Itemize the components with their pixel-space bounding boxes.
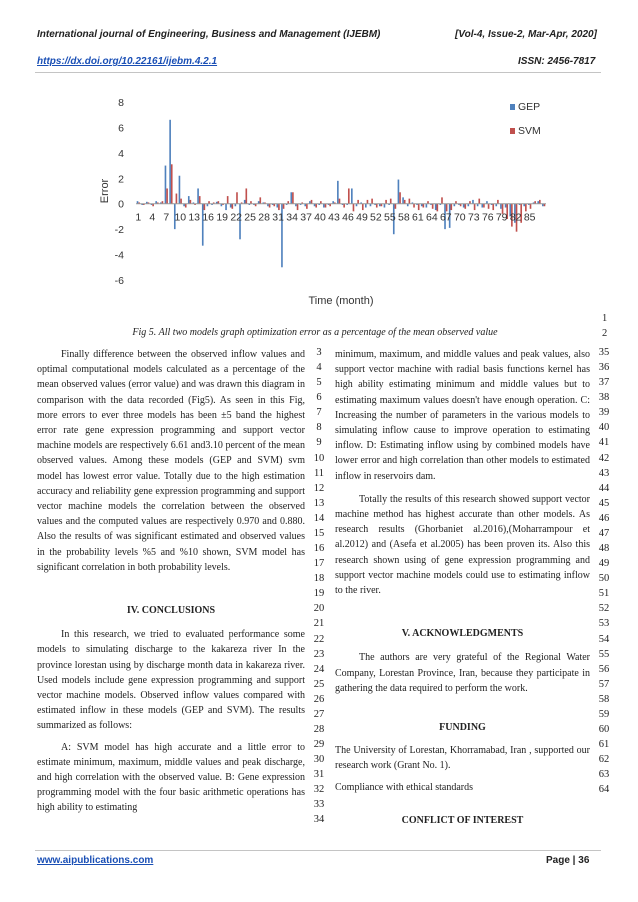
- x-tick-label: 1: [135, 211, 142, 224]
- line-number: 43: [598, 468, 610, 479]
- svm-bar: [171, 164, 173, 203]
- line-number: 13: [313, 498, 325, 509]
- x-tick-label: 76: [481, 211, 494, 224]
- gep-bar: [323, 204, 325, 208]
- x-tick-label: 82: [509, 211, 522, 224]
- summary-paragraph: Totally the results of this research showed support vector machine method has highest accurate than other models. As research results (Ghorbaniet al.2016),(Moharrampour et al.2012) and (Asefa et al.2005) has been proven its. Also this research shown using of gene expression programming and support vector machine models could use to estimating inflow to the river.: [335, 493, 590, 597]
- y-tick-label: -2: [114, 224, 124, 237]
- svm-bar: [311, 200, 313, 204]
- line-number: 53: [598, 618, 610, 629]
- line-number: 48: [598, 543, 610, 554]
- gep-bar: [463, 204, 465, 208]
- gep-legend-label: GEP: [518, 101, 541, 113]
- svm-bar: [404, 200, 406, 204]
- line-number: 6: [316, 392, 322, 403]
- left-column: [37, 347, 305, 816]
- line-number: 5: [316, 377, 322, 388]
- x-tick-label: 25: [244, 211, 256, 224]
- line-number: 1: [602, 313, 608, 324]
- journal-title: International journal of Engineering, Business and Management (IJEBM): [37, 29, 381, 40]
- svm-bar: [190, 200, 192, 204]
- svm-bar: [348, 188, 350, 203]
- results-paragraph: Finally difference between the observed inflow values and optimal computational models calculated as a percentage of the mean observed values (error value) and was drawn this diagram in comparison with the data recorded (Fig5). As seen in this Fig, more errors to ever three models has been ±5 band the highest error rate gene expression programming and support vector machine models are respectively 6.61 and3.10 percent of the mean observed values. Among these models (GEP and SVM) svm model has lowest error value. Totally due to the high estimation accuracy and reliability gene expression programming and support vector machine models the correlation between the observed values and the computed values are respectively 0.970 and 0.880. Also the results of was significant estimated and observed values in the probability levels %5 and %10 shown, SVM model has significant correlation in both probability levels.: [37, 349, 305, 573]
- svm-bar: [357, 200, 359, 204]
- line-number: 8: [316, 422, 322, 433]
- line-number: 62: [598, 754, 610, 765]
- line-number: 52: [598, 603, 610, 614]
- acknowledgments-paragraph: The authors are very grateful of the Regional Water Company, Lorestan Province, Iran, because they participate in gathering the data required to perform the work.: [335, 652, 590, 694]
- svm-bar: [292, 192, 294, 203]
- y-tick-label: 8: [118, 97, 124, 109]
- line-number: 7: [316, 407, 322, 418]
- x-tick-label: 16: [202, 211, 215, 224]
- conclusions-findings: A: SVM model has high accurate and a little error to estimate minimum, maximum, middle values and peak discharge, and high correlation with the observed value. B: Gene expression programming model with the four basic arithmetic operations has high ability to estimating: [37, 741, 305, 814]
- x-tick-label: 49: [356, 211, 368, 224]
- svm-bar: [409, 199, 411, 204]
- svm-bar: [525, 204, 527, 212]
- svm-bar: [376, 204, 378, 208]
- line-number: 63: [598, 769, 610, 780]
- svm-bar: [371, 199, 373, 204]
- right-column: [335, 347, 590, 828]
- line-number: 44: [598, 483, 610, 494]
- svm-bar: [199, 196, 201, 204]
- y-tick-label: 6: [118, 122, 124, 135]
- line-number: 29: [313, 739, 325, 750]
- svm-legend-swatch: [510, 128, 515, 134]
- svm-bar: [180, 199, 182, 204]
- x-tick-label: 46: [342, 211, 354, 224]
- volume-info: [Vol-4, Issue-2, Mar-Apr, 2020]: [455, 29, 597, 40]
- line-number: 42: [598, 453, 610, 464]
- svm-bar: [446, 204, 448, 212]
- section-heading-acknowledgments: V. ACKNOWLEDGMENTS: [401, 628, 524, 640]
- svm-bar: [278, 204, 280, 210]
- x-tick-label: 67: [439, 211, 452, 224]
- line-number: 45: [598, 498, 610, 509]
- page-number: Page | 36: [546, 855, 590, 866]
- x-tick-label: 70: [453, 211, 466, 224]
- x-tick-label: 10: [174, 211, 187, 224]
- line-number: 58: [598, 694, 610, 705]
- line-number: 17: [313, 558, 325, 569]
- svm-bar: [259, 197, 261, 203]
- line-number: 12: [313, 483, 325, 494]
- doi-link[interactable]: https://dx.doi.org/10.22161/ijebm.4.2.1: [37, 56, 218, 67]
- line-number: 27: [313, 709, 325, 720]
- line-number: 37: [598, 377, 610, 388]
- svm-bar: [492, 204, 494, 210]
- line-number: 4: [316, 362, 322, 373]
- line-number: 39: [598, 407, 610, 418]
- website-link[interactable]: www.aipublications.com: [37, 855, 154, 866]
- figure-caption: Fig 5. All two models graph optimization error as a percentage of the mean observed value: [132, 327, 498, 338]
- line-number: 2: [602, 328, 608, 339]
- x-tick-label: 61: [412, 211, 424, 224]
- line-number: 22: [313, 634, 325, 645]
- gep-bar: [481, 204, 483, 208]
- gep-bar: [230, 204, 232, 208]
- line-number: 19: [313, 588, 325, 599]
- svm-bar: [437, 204, 439, 212]
- line-number: 34: [313, 814, 325, 825]
- gep-bar: [500, 204, 502, 209]
- line-number: 18: [313, 573, 325, 584]
- gep-bar: [179, 176, 181, 204]
- svm-bar: [385, 200, 387, 204]
- svm-bar: [418, 204, 420, 210]
- line-number: 32: [313, 784, 325, 795]
- line-number: 35: [598, 347, 610, 358]
- y-axis-label: Error: [99, 178, 111, 204]
- svm-bar: [483, 204, 485, 208]
- line-number: 10: [313, 453, 325, 464]
- svm-bar: [232, 204, 234, 209]
- x-tick-label: 40: [314, 211, 326, 224]
- line-number: 26: [313, 694, 325, 705]
- svm-bar: [245, 188, 247, 203]
- line-number: 61: [598, 739, 610, 750]
- line-number: 23: [313, 649, 325, 660]
- gep-bar: [197, 188, 199, 203]
- x-tick-label: 58: [398, 211, 410, 224]
- line-number: 59: [598, 709, 610, 720]
- gep-bar: [225, 204, 227, 210]
- gep-bar: [402, 197, 404, 203]
- svm-bar: [488, 204, 490, 209]
- svm-bar: [362, 204, 364, 210]
- x-tick-label: 28: [258, 211, 270, 224]
- x-tick-label: 37: [300, 211, 312, 224]
- y-tick-label: -4: [114, 249, 124, 262]
- svm-bar: [539, 200, 541, 204]
- svm-bar: [204, 204, 206, 210]
- line-number: 60: [598, 724, 610, 735]
- svm-bar: [306, 204, 308, 209]
- svm-bar: [432, 204, 434, 209]
- svm-bar: [497, 200, 499, 204]
- line-number: 40: [598, 422, 610, 433]
- svm-bar: [227, 196, 229, 204]
- x-tick-label: 55: [384, 211, 396, 224]
- svm-bar: [236, 192, 238, 203]
- line-number: 46: [598, 513, 610, 524]
- svm-bar: [343, 204, 345, 208]
- svm-bar: [367, 200, 369, 204]
- x-tick-label: 79: [495, 211, 508, 224]
- svm-bar: [176, 194, 178, 204]
- line-number: 51: [598, 588, 610, 599]
- header-divider: [35, 72, 601, 73]
- error-bar-chart: [99, 84, 554, 312]
- gep-bar: [188, 196, 190, 204]
- gep-bar: [169, 120, 171, 204]
- line-number: 64: [598, 784, 610, 795]
- chart-legend: [510, 101, 541, 137]
- y-tick-label: 0: [118, 198, 124, 211]
- line-number: 38: [598, 392, 610, 403]
- line-number: 49: [598, 558, 610, 569]
- gep-bar: [337, 181, 339, 204]
- gep-bar: [505, 204, 507, 208]
- line-number: 55: [598, 649, 610, 660]
- line-number: 25: [313, 679, 325, 690]
- line-number: 20: [313, 603, 325, 614]
- gep-bar: [472, 200, 474, 204]
- y-tick-label: -6: [114, 275, 124, 287]
- gep-bar: [435, 204, 437, 210]
- line-number: 24: [313, 664, 325, 675]
- svm-bar: [450, 204, 452, 210]
- x-axis-label: Time (month): [308, 295, 374, 307]
- line-number: 33: [313, 799, 325, 810]
- line-number: 54: [598, 634, 610, 645]
- x-tick-label: 4: [149, 211, 156, 224]
- svm-bar: [166, 188, 168, 203]
- x-tick-label: 22: [230, 211, 243, 224]
- x-tick-label: 85: [523, 211, 536, 224]
- footer-divider: [35, 850, 601, 851]
- gep-bar: [290, 192, 292, 203]
- section-heading-funding: FUNDING: [439, 722, 486, 734]
- x-tick-label: 64: [426, 211, 438, 224]
- line-number: 11: [313, 468, 325, 479]
- line-number: 41: [598, 437, 610, 448]
- gep-bar: [351, 188, 353, 203]
- svm-bar: [423, 204, 425, 208]
- line-number: 16: [313, 543, 325, 554]
- line-number: 36: [598, 362, 610, 373]
- svm-bar: [339, 199, 341, 204]
- line-number: 14: [313, 513, 325, 524]
- line-number: 3: [316, 347, 322, 358]
- svm-bar: [390, 199, 392, 204]
- line-number: 57: [598, 679, 610, 690]
- svm-bar: [413, 204, 415, 208]
- compliance-line: Compliance with ethical standards: [335, 781, 474, 793]
- line-number: 47: [598, 528, 610, 539]
- svm-bar: [185, 204, 187, 208]
- svm-bar: [325, 204, 327, 208]
- y-tick-label: 4: [118, 147, 124, 160]
- figure-5-chart: [99, 84, 554, 312]
- line-number: 30: [313, 754, 325, 765]
- svm-bar: [269, 204, 271, 208]
- svm-bar: [474, 204, 476, 210]
- gep-bar: [276, 204, 278, 208]
- svm-bar: [464, 204, 466, 209]
- x-tick-label: 34: [286, 211, 298, 224]
- svm-bar: [478, 199, 480, 204]
- x-tick-label: 73: [467, 211, 480, 224]
- line-number: 21: [313, 618, 325, 629]
- gep-legend-swatch: [510, 104, 515, 110]
- conclusions-paragraph: In this research, we tried to evaluated performance some models to simulating discharge to the kakareza river In the province lorestan using by discharge month data in kakareza river. Used models include gene expression programming and support vector machine models. Observed inflow values compared with estimated inflow in these models (GEP and SVM). The results summarized as follows:: [37, 629, 305, 732]
- issn: ISSN: 2456-7817: [518, 56, 596, 67]
- line-number: 31: [313, 769, 325, 780]
- svm-bar: [353, 204, 355, 212]
- svm-legend-label: SVM: [518, 125, 541, 137]
- svm-bar: [283, 204, 285, 209]
- gep-bar: [398, 180, 400, 204]
- x-tick-label: 52: [370, 211, 382, 224]
- line-number: 9: [316, 437, 322, 448]
- gep-bar: [165, 166, 167, 204]
- gep-bar: [384, 204, 386, 208]
- svm-bar: [399, 192, 401, 203]
- svm-bar: [315, 204, 317, 208]
- x-tick-label: 31: [272, 211, 284, 224]
- x-tick-label: 43: [328, 211, 340, 224]
- x-tick-label: 7: [163, 211, 170, 224]
- conclusions-continued: minimum, maximum, and middle values and peak values, also support vector machine with radial basis functions kernel has high ability estimating minimum and middle values but to estimating maximum values doesn't have enough operation. C: Increasing the number of parameters in the various models to simulating inflow cause to improve operation to estimating inflow. D: Estimating inflow using by combined models have lower error and high correlation than other models to estimated inflow in reservoirs dam.: [335, 349, 590, 482]
- line-number: 28: [313, 724, 325, 735]
- gep-bar: [426, 204, 428, 208]
- gep-bar: [244, 200, 246, 204]
- svm-bar: [441, 197, 443, 203]
- section-heading-conflict: CONFLICT OF INTEREST: [401, 814, 524, 826]
- line-number: 50: [598, 573, 610, 584]
- gep-bar: [365, 204, 367, 208]
- svm-bar: [530, 204, 532, 209]
- section-heading-conclusions: IV. CONCLUSIONS: [126, 605, 216, 617]
- x-tick-label: 19: [216, 211, 229, 224]
- svm-bar: [395, 204, 397, 209]
- line-number: 56: [598, 664, 610, 675]
- gep-bar: [202, 204, 204, 246]
- svm-bar: [297, 204, 299, 210]
- funding-paragraph: The University of Lorestan, Khorramabad, Iran , supported our research work (Grant No. 1).: [335, 745, 590, 772]
- x-tick-label: 13: [188, 211, 201, 224]
- line-number: 15: [313, 528, 325, 539]
- y-tick-label: 2: [118, 173, 124, 186]
